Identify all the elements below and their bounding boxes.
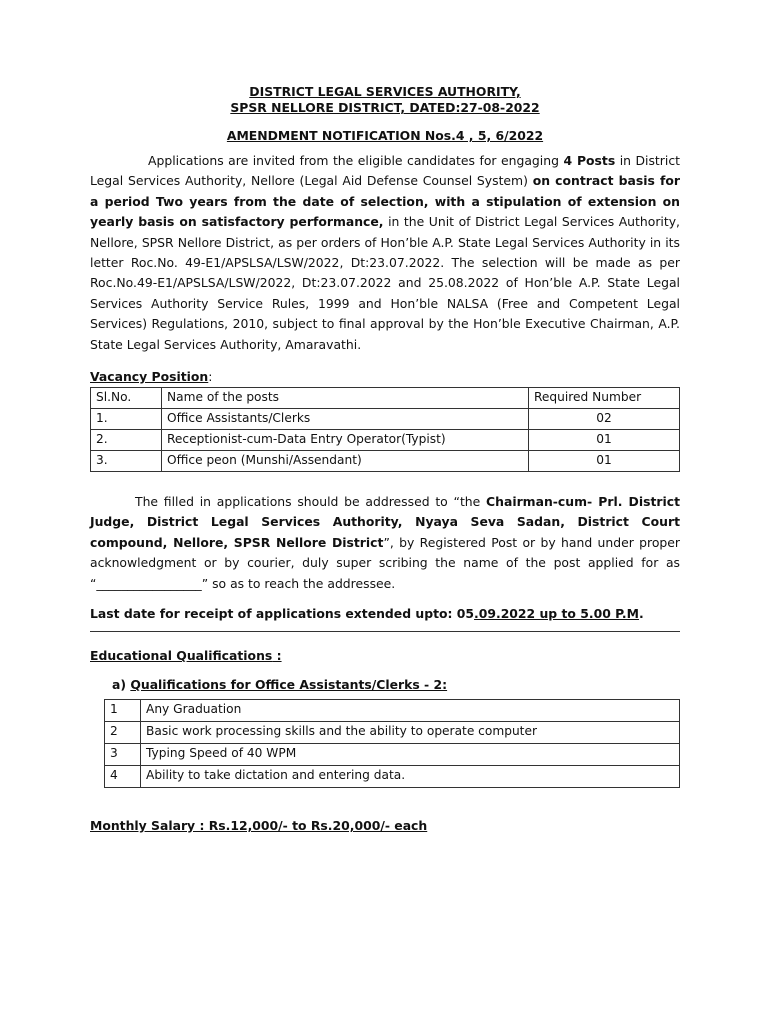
table-row <box>91 451 680 472</box>
vacancy-heading <box>90 369 680 384</box>
cell-qualification: Ability to take dictation and entering data. <box>141 766 680 788</box>
address-recipient: Chairman-cum- Prl. District Judge, District Legal Services Authority, Nyaya Seva Sadan, District Court compound, Nellore, SPSR Nellore District <box>90 494 681 550</box>
col-header-required: Required Number <box>529 388 680 409</box>
cell-number: 2 <box>105 722 141 744</box>
cell-post: Office peon (Munshi/Assendant) <box>162 451 529 472</box>
vacancy-table <box>90 387 680 472</box>
col-header-slno: Sl.No. <box>91 388 162 409</box>
cell-slno: 2. <box>91 430 162 451</box>
intro-text-1: Applications are invited from the eligible candidates for engaging <box>148 153 564 168</box>
cell-slno: 1. <box>91 409 162 430</box>
col-header-post: Name of the posts <box>162 388 529 409</box>
cell-qualification: Typing Speed of 40 WPM <box>141 744 680 766</box>
last-date-text: Last date for receipt of applications extended upto: 05 <box>90 606 475 622</box>
last-date-line <box>90 606 680 632</box>
cell-slno: 3. <box>91 451 162 472</box>
qualifications-subheading <box>112 677 680 692</box>
address-text-1: The filled in applications should be addressed to “the <box>135 494 487 510</box>
table-row <box>105 744 680 766</box>
intro-text-3: in the Unit of District Legal Services Authority, Nellore, SPSR Nellore District, as per orders of Hon’ble A.P. State Legal Services Authority in its letter Roc.No. 49-E1/APSLSA/LSW/2022, Dt:23.07.2022. The selection will be made as per Roc.No.49-E1/APSLSA/LSW/2022, Dt:23.07.2022 and 25.08.2022 of Hon’ble A.P. State Legal Services Authority Service Rules, 1999 and Hon’ble NALSA (Free and Competent Legal Services) Regulations, 2010, subject to final approval by the Hon’ble Executive Chairman, A.P. State Legal Services Authority, Amaravathi. <box>90 214 680 352</box>
cell-number: 3 <box>105 744 141 766</box>
qualifications-heading <box>90 648 680 663</box>
address-text-2: ”, by Registered Post or by hand under proper acknowledgment or by courier, duly super scribing the name of the post applied for as “_________________” so as to reach the addressee. <box>90 534 680 591</box>
intro-contract-terms: on contract basis for a period Two years from the date of selection, with a stipulation of extension on yearly basis on satisfactory performance, <box>90 173 680 230</box>
cell-qualification: Basic work processing skills and the ability to operate computer <box>141 722 680 744</box>
address-paragraph <box>90 492 680 594</box>
header-line-2: SPSR NELLORE DISTRICT, DATED:27-08-2022 <box>230 100 540 115</box>
intro-posts-count: 4 Posts <box>563 153 616 168</box>
qualifications-title: Educational Qualifications <box>90 648 273 664</box>
cell-number: 4 <box>105 766 141 788</box>
header-line-1: DISTRICT LEGAL SERVICES AUTHORITY, <box>249 84 521 99</box>
table-header-row <box>91 388 680 409</box>
qualifications-colon: : <box>272 648 282 664</box>
cell-qualification: Any Graduation <box>141 700 680 722</box>
cell-number: 1 <box>105 700 141 722</box>
intro-text-2: in District Legal Services Authority, Nellore (Legal Aid Defense Counsel System) <box>90 153 681 189</box>
table-row <box>105 700 680 722</box>
qualifications-table <box>104 699 680 788</box>
cell-post: Receptionist-cum-Data Entry Operator(Typist) <box>162 430 529 451</box>
table-row <box>105 766 680 788</box>
vacancy-title: Vacancy Position <box>90 369 209 385</box>
monthly-salary: Monthly Salary : Rs.12,000/- to Rs.20,000/- each <box>90 818 428 834</box>
table-row <box>91 409 680 430</box>
cell-required: 02 <box>529 409 680 430</box>
cell-required: 01 <box>529 451 680 472</box>
sub-prefix: a) <box>112 677 131 693</box>
cell-required: 01 <box>529 430 680 451</box>
cell-post: Office Assistants/Clerks <box>162 409 529 430</box>
amendment-title: AMENDMENT NOTIFICATION Nos.4 , 5, 6/2022 <box>226 128 544 143</box>
intro-paragraph <box>90 151 680 355</box>
sub-title: Qualifications for Office Assistants/Clerks - 2: <box>130 677 448 693</box>
table-row <box>105 722 680 744</box>
table-row <box>91 430 680 451</box>
vacancy-colon: : <box>208 369 213 385</box>
notification-document <box>90 84 680 833</box>
last-date-value: .09.2022 up to 5.00 P.M <box>474 606 639 622</box>
last-date-end: . <box>638 606 644 622</box>
